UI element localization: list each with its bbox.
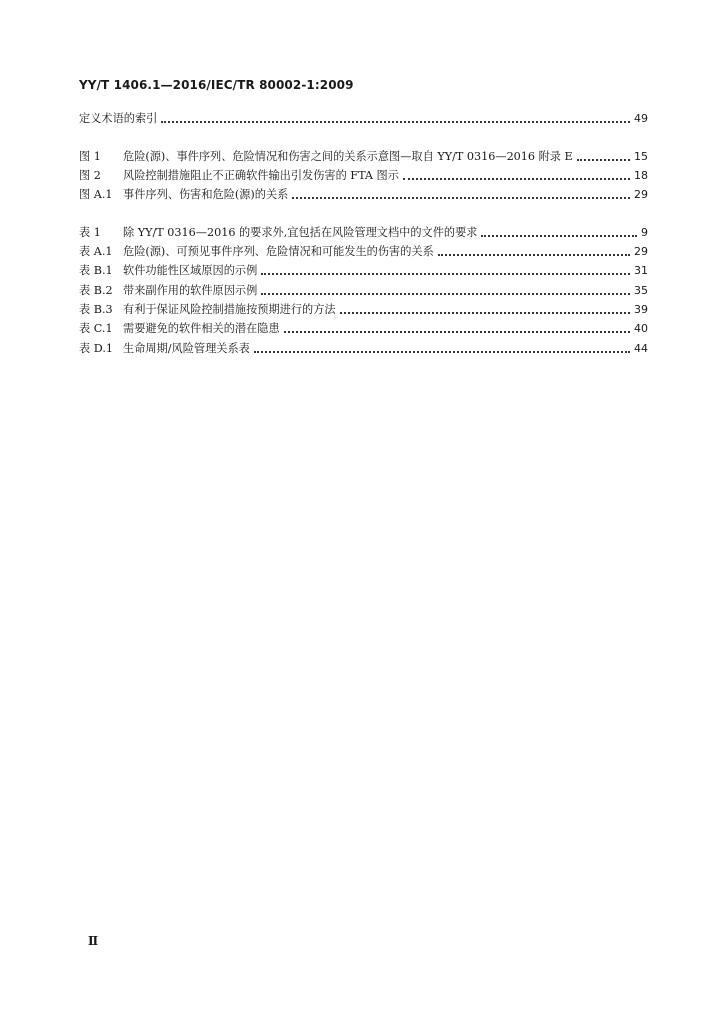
toc-entry-label: 表 C.1 xyxy=(79,322,113,335)
toc-entry-page: 44 xyxy=(634,342,648,355)
toc-entry-title: 危险(源)、可预见事件序列、危险情况和可能发生的伤害的关系 xyxy=(123,245,434,258)
toc-entry-page: 40 xyxy=(634,322,648,335)
toc-entry-page: 31 xyxy=(634,264,648,277)
toc-leader-dots xyxy=(292,197,630,199)
toc-entry-label: 表 1 xyxy=(79,226,101,239)
toc-leader-dots xyxy=(261,273,630,275)
toc-leader-dots xyxy=(481,235,637,237)
toc-entry-figure[interactable] xyxy=(79,148,648,164)
toc-entry-label: 表 A.1 xyxy=(79,245,113,258)
toc-leader-dots xyxy=(284,331,630,333)
toc-entry-page: 29 xyxy=(634,245,648,258)
toc-leader-dots xyxy=(340,312,630,314)
toc-entry-page: 29 xyxy=(634,188,648,201)
toc-entry-table[interactable] xyxy=(79,340,648,356)
standard-number-header: YY/T 1406.1—2016/IEC/TR 80002-1:2009 xyxy=(79,78,354,92)
toc-entry-table[interactable] xyxy=(79,301,648,317)
toc-entry-title: 生命周期/风险管理关系表 xyxy=(123,342,250,355)
toc-entry-page: 18 xyxy=(634,169,648,182)
toc-entry-table[interactable] xyxy=(79,243,648,259)
toc-entry-table[interactable] xyxy=(79,224,648,240)
toc-entry-title: 定义术语的索引 xyxy=(79,112,158,125)
toc-entry-title: 危险(源)、事件序列、危险情况和伤害之间的关系示意图—取自 YY/T 0316—2016 附录 E xyxy=(123,150,573,163)
toc-entry-page: 9 xyxy=(641,226,648,239)
toc-entry-title: 事件序列、伤害和危险(源)的关系 xyxy=(123,188,289,201)
toc-leader-dots xyxy=(261,293,630,295)
toc-entry-title: 软件功能性区域原因的示例 xyxy=(123,264,258,277)
toc-leader-dots xyxy=(254,351,630,353)
toc-entry-label: 表 B.3 xyxy=(79,303,113,316)
toc-leader-dots xyxy=(161,121,630,123)
toc-entry-page: 35 xyxy=(634,284,648,297)
toc-entry-table[interactable] xyxy=(79,320,648,336)
toc-entry-label: 图 1 xyxy=(79,150,101,163)
toc-entry-title: 风险控制措施阻止不正确软件输出引发伤害的 FTA 图示 xyxy=(123,169,399,182)
toc-entry-title: 有利于保证风险控制措施按预期进行的方法 xyxy=(123,303,336,316)
toc-entry-label: 表 D.1 xyxy=(79,342,113,355)
toc-entry-label: 表 B.2 xyxy=(79,284,113,297)
toc-entry-figure[interactable] xyxy=(79,186,648,202)
toc-entry-label: 图 A.1 xyxy=(79,188,113,201)
toc-entry-page: 15 xyxy=(634,150,648,163)
toc-entry-title: 除 YY/T 0316—2016 的要求外,宜包括在风险管理文档中的文件的要求 xyxy=(123,226,478,239)
toc-leader-dots xyxy=(577,159,630,161)
toc-entry-label: 图 2 xyxy=(79,169,101,182)
toc-entry-table[interactable] xyxy=(79,262,648,278)
toc-entry-figure[interactable] xyxy=(79,167,648,183)
toc-leader-dots xyxy=(438,254,630,256)
toc-entry-page: 39 xyxy=(634,303,648,316)
toc-entry-index[interactable] xyxy=(79,110,648,126)
toc-entry-table[interactable] xyxy=(79,282,648,298)
toc-leader-dots xyxy=(403,178,630,180)
toc-entry-title: 带来副作用的软件原因示例 xyxy=(123,284,258,297)
page-number: Ⅱ xyxy=(88,934,99,948)
toc-entry-label: 表 B.1 xyxy=(79,264,113,277)
toc-entry-page: 49 xyxy=(634,112,648,125)
toc-entry-title: 需要避免的软件相关的潜在隐患 xyxy=(123,322,280,335)
